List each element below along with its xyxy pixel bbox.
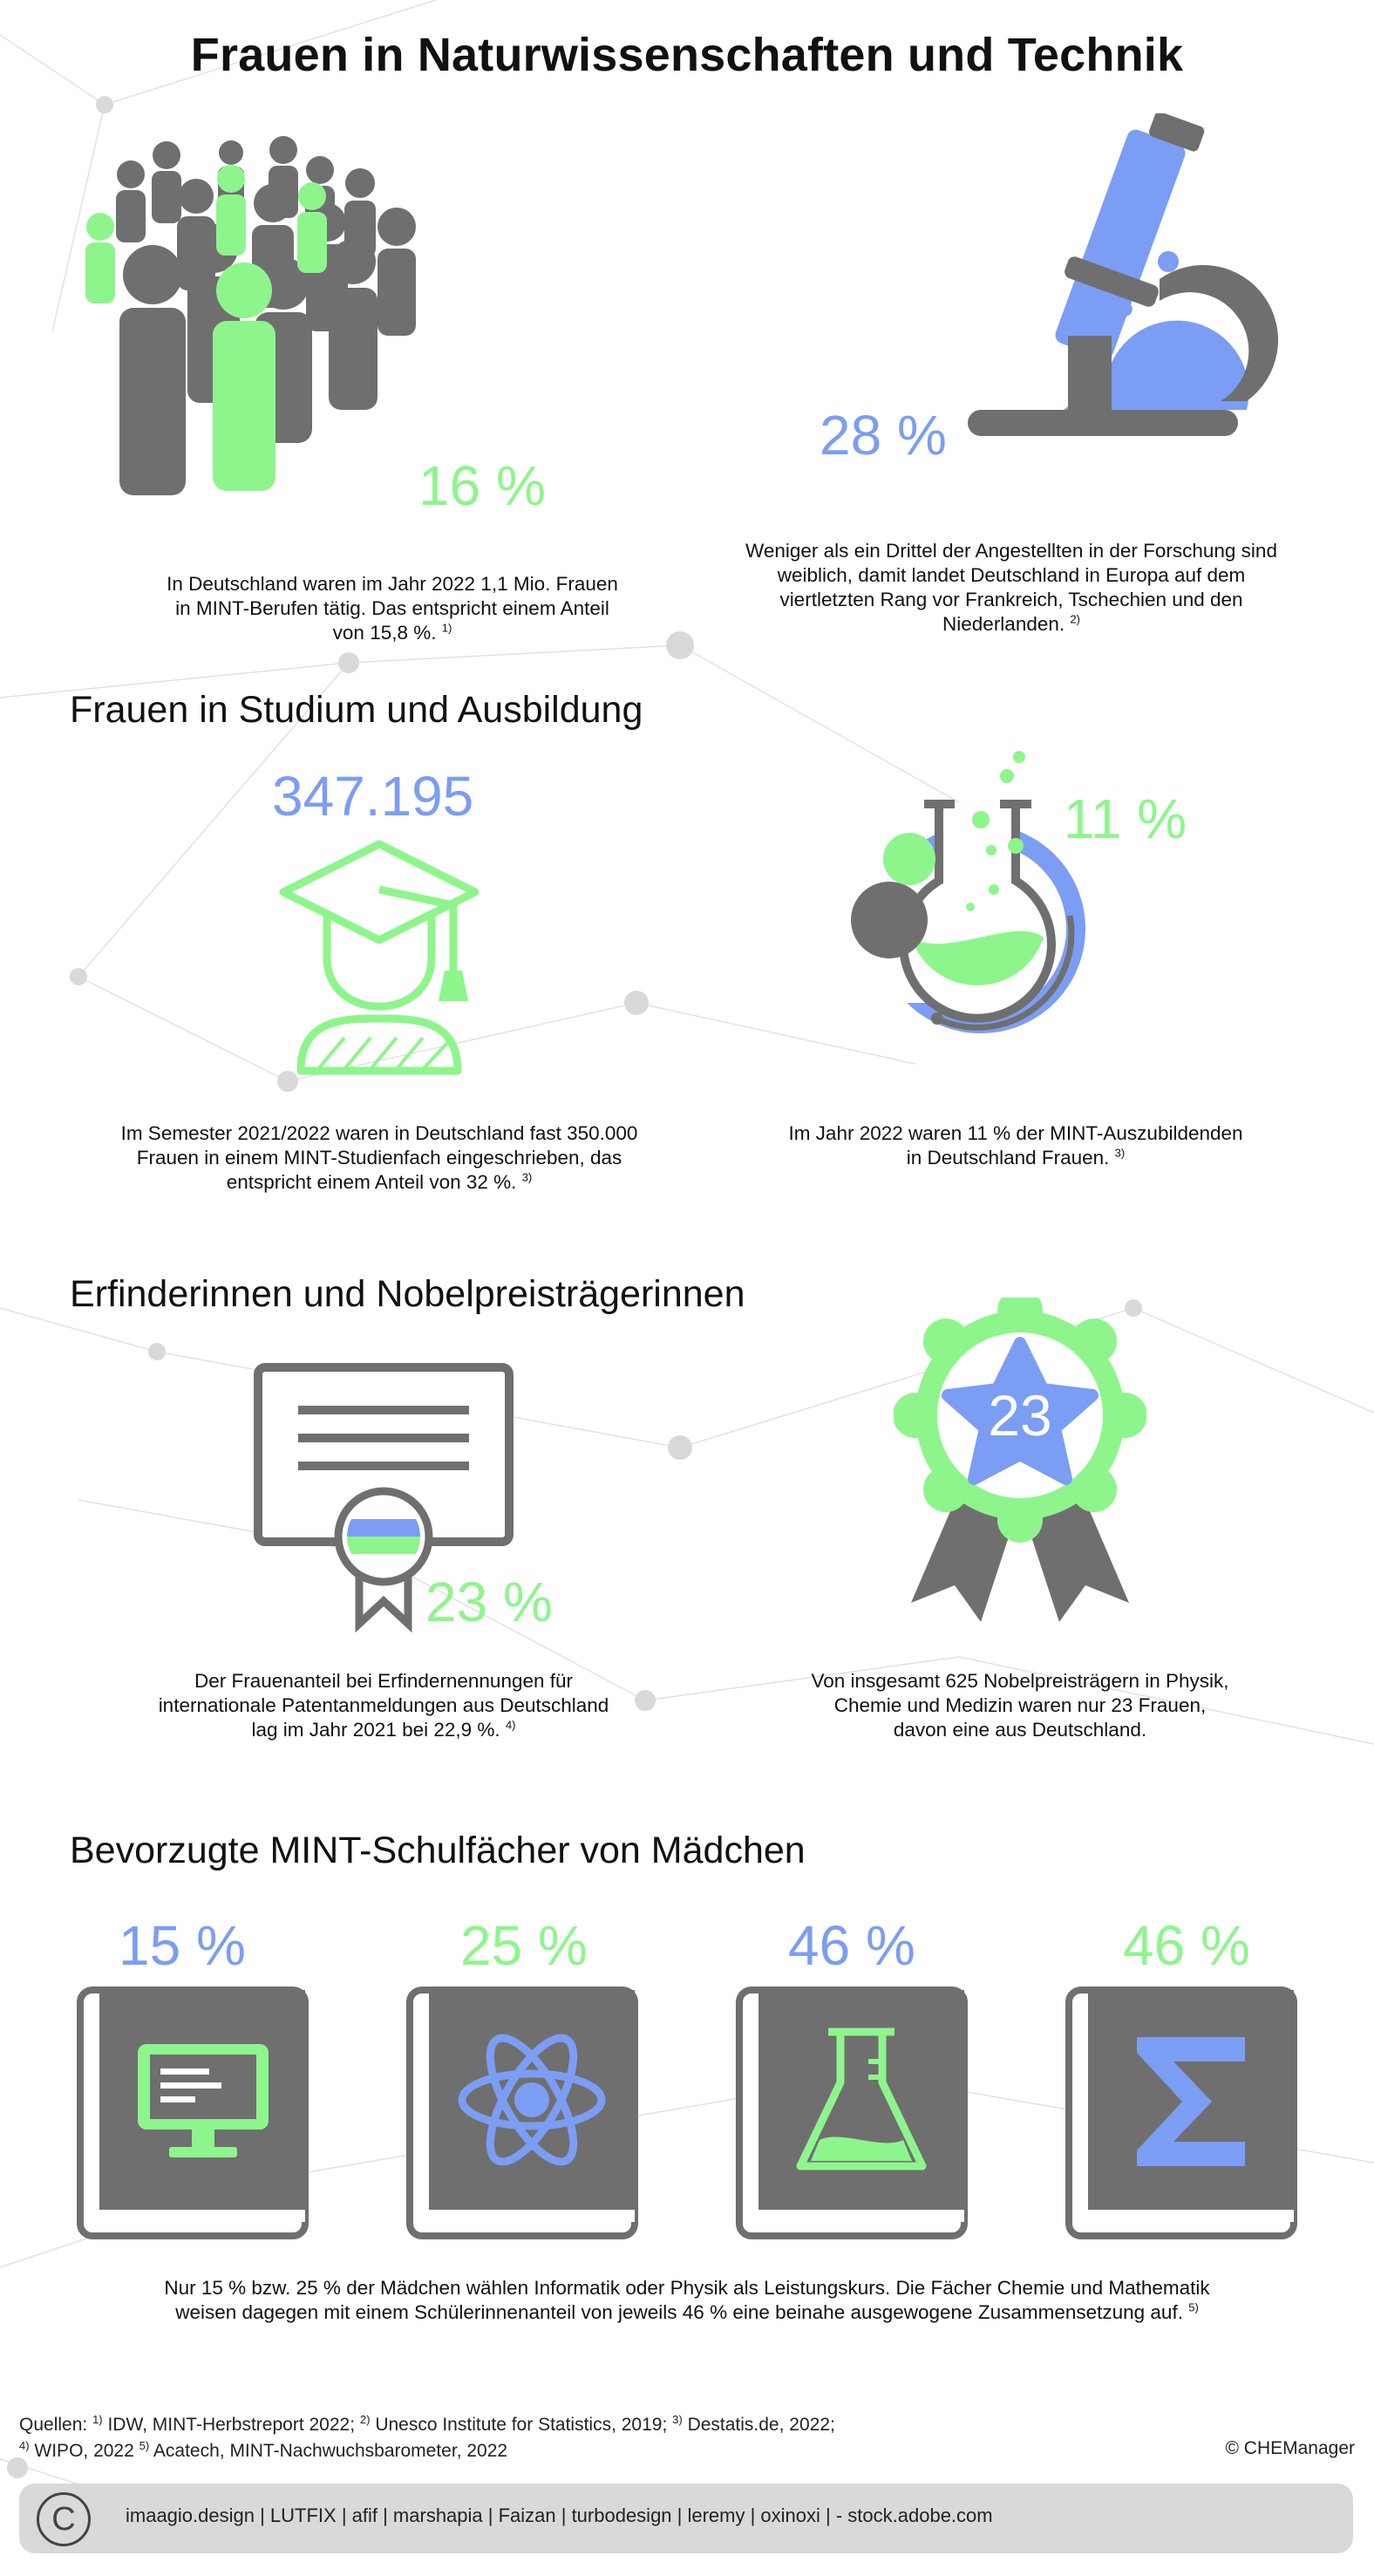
inventors-caption (96, 1669, 671, 1742)
research-caption-text: Weniger als ein Drittel der Angestellten in der Forschung sind weiblich, damit landet Deutschland in Europa auf dem viertletzten Rang vor Frankreich, Tschechien und den Niederlanden. (745, 540, 1277, 635)
people-stat: 16 % (418, 454, 546, 517)
footnote-ref: 1) (441, 621, 452, 635)
graduate-woman-icon (275, 835, 484, 1088)
nobel-caption: Von insgesamt 625 Nobelpreisträgern in Physik, Chemie und Medizin waren nur 23 Frauen, davon eine aus Deutschland. (811, 1670, 1229, 1741)
image-credits: imaagio.design | LUTFIX | afif | marshapia | Faizan | turbodesign | leremy | oxinoxi | - stock.adobe.com (126, 2504, 993, 2526)
book-chemie (739, 1990, 964, 2236)
award-rosette-icon (894, 1298, 1146, 1629)
source-5: Acatech, MINT-Nachwuchsbarometer, 2022 (153, 2441, 508, 2461)
footnote-ref: 4) (505, 1718, 516, 1732)
footnote-ref: 3) (672, 2413, 683, 2426)
research-stat: 28 % (820, 404, 947, 467)
footnote-ref: 5) (139, 2439, 150, 2452)
source-4: WIPO, 2022 (34, 2441, 134, 2461)
subject-stat-informatik: 15 % (119, 1914, 246, 1977)
section-title-studium: Frauen in Studium und Ausbildung (70, 689, 643, 731)
people-caption-text: In Deutschland waren im Jahr 2022 1,1 Mio. Frauen in MINT-Berufen tätig. Das entspricht einem Anteil von 15,8 %. (167, 573, 618, 644)
subjects-caption-text: Nur 15 % bzw. 25 % der Mädchen wählen Informatik oder Physik als Leistungskurs. Die Fächer Chemie und Mathematik weisen dagegen mit einem Schülerinnenanteil von jeweils 46 % eine beinahe ausgewogene Zusammensetzung auf. (164, 2277, 1210, 2323)
subject-stat-chemie: 46 % (788, 1914, 915, 1977)
footnote-ref: 2) (1070, 612, 1080, 626)
book-mathematik (1069, 1990, 1294, 2236)
copyright-circle-icon: C (37, 2492, 91, 2546)
subjects-caption (52, 2276, 1322, 2325)
sources (19, 2412, 835, 2464)
footnote-ref: 4) (19, 2439, 30, 2452)
image-credits-bar (19, 2484, 1353, 2553)
footnote-ref: 2) (359, 2413, 371, 2426)
students-caption-text: Im Semester 2021/2022 waren in Deutschland fast 350.000 Frauen in einem MINT-Studienfach eingeschrieben, das entspricht einem Anteil von 32 %. (120, 1122, 638, 1193)
source-2: Unesco Institute for Statistics, 2019; (375, 2415, 668, 2435)
footnote-ref: 1) (92, 2413, 103, 2426)
inventors-caption-text: Der Frauenanteil bei Erfindernennungen für internationale Patentanmeldungen aus Deutschland lag im Jahr 2021 bei 22,9 %. (158, 1670, 609, 1741)
footnote-ref: 5) (1188, 2300, 1199, 2314)
subject-books (77, 1987, 1297, 2248)
source-1: IDW, MINT-Herbstreport 2022; (107, 2415, 356, 2435)
copyright: © CHEManager (1225, 2438, 1355, 2458)
subject-stat-physik: 25 % (460, 1914, 588, 1977)
subject-stat-mathematik: 46 % (1123, 1914, 1250, 1977)
research-caption (715, 539, 1308, 637)
apprentices-caption-text: Im Jahr 2022 waren 11 % der MINT-Auszubildenden in Deutschland Frauen. (788, 1122, 1243, 1169)
section-title-schulfaecher: Bevorzugte MINT-Schulfächer von Mädchen (70, 1830, 806, 1871)
book-physik (410, 1990, 635, 2236)
students-stat: 347.195 (272, 765, 474, 828)
sources-label: Quellen: (19, 2415, 88, 2435)
apprentices-stat: 11 % (1064, 787, 1187, 850)
source-3: Destatis.de, 2022; (687, 2415, 835, 2435)
footnote-ref: 3) (1114, 1146, 1126, 1160)
inventors-stat: 23 % (425, 1571, 553, 1633)
page-title: Frauen in Naturwissenschaften und Technik (190, 29, 1184, 81)
nobel-badge-number: 23 (988, 1383, 1052, 1448)
students-caption (96, 1121, 663, 1195)
apprentices-caption (732, 1121, 1299, 1170)
microscope-icon (933, 113, 1282, 523)
section-title-erfinder: Erfinderinnen und Nobelpreisträgerinnen (70, 1273, 745, 1315)
book-informatik (80, 1990, 305, 2236)
people-caption (96, 572, 689, 645)
footnote-ref: 3) (521, 1170, 533, 1184)
